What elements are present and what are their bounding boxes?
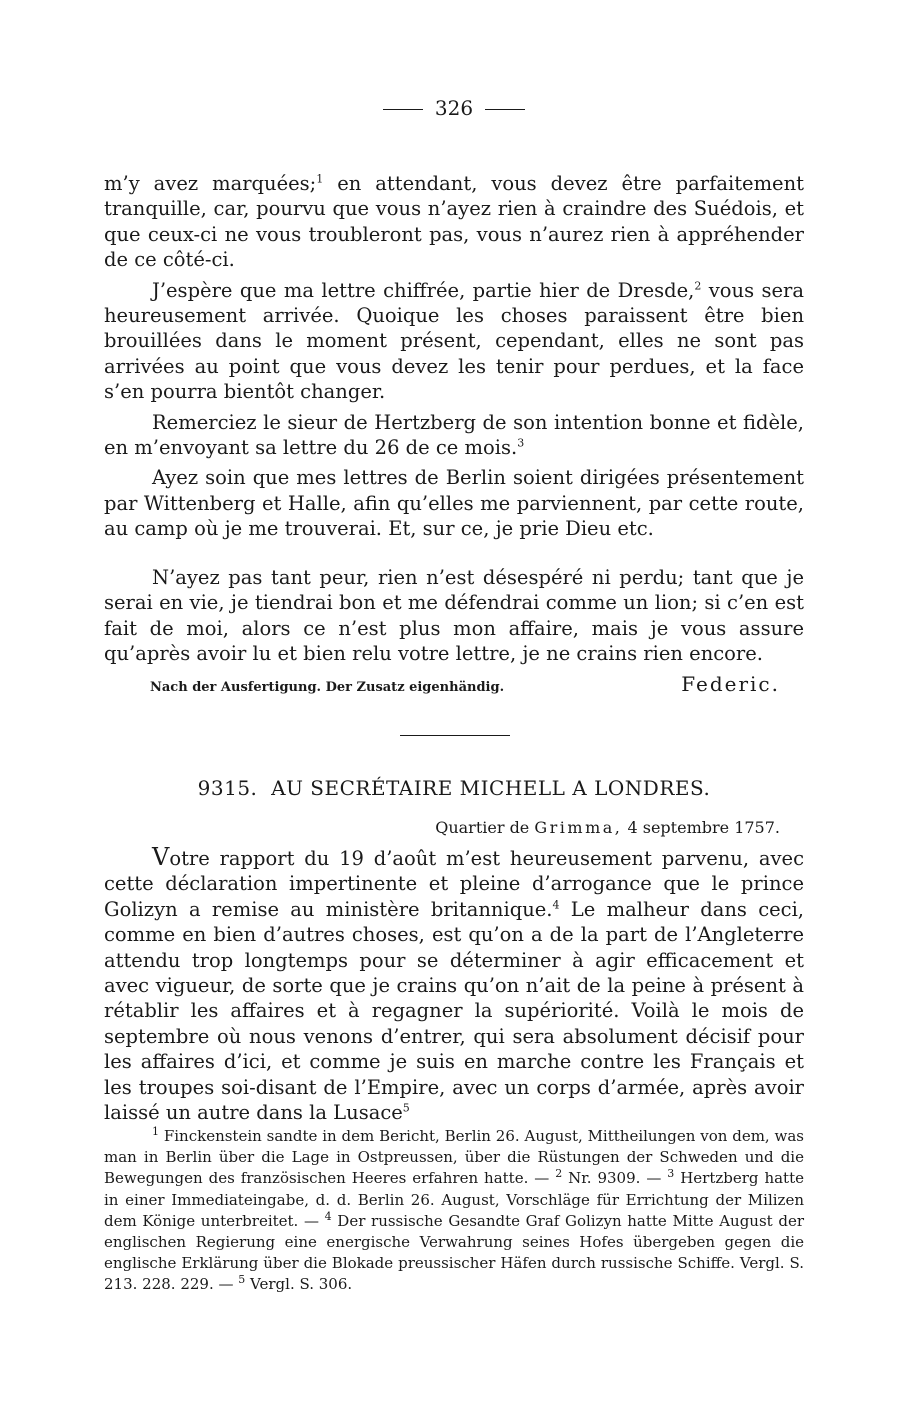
paragraph: J’espère que ma lettre chiffrée, partie hier de Dresde,$^2$ vous sera heureusement arrivée. Quoique les choses paraissent être bien brouillées dans le moment présent, cependant, elles ne sont pas arrivées au point que vous devez les tenir pour perdues, et la face s’en pourra bientôt changer. <box>104 278 804 404</box>
footnote-text: $^1$ Finckenstein sandte in dem Bericht, Berlin 26. August, Mittheilungen von dem, was man in Berlin über die Lage in Ostpreussen, über die Rüstungen der Schweden und die Bewegungen des französischen Heeres erfahren hatte. — $^2$ Nr. 9309. — $^3$ Hertzberg hatte in einer Immediateingabe, d. d. Berlin 26. August, Vorschläge für Errichtung der Milizen dem Könige unterbreitet. — $^4$ Der russische Gesandte Graf Golizyn hatte Mitte August der englischen Regierung eine energische Verwahrung seines Hofes übergeben gegen die englische Erklärung über die Blokade preussischer Häfen durch russische Schiffe. Vergl. S. 213. 228. 229. — $^5$ Vergl. S. 306. <box>104 1125 804 1294</box>
letter-paragraph <box>104 845 804 1125</box>
footnote-marker: 4 <box>552 898 560 912</box>
letter-text: otre rapport du 19 d’août m’est heureusement parvenu, avec cette déclaration impertinente et pleine d’arrogance que le prince Golizyn a remise au ministère britannique.$^4$ Le malheur dans ceci, comme en bien d’autres choses, est qu’on a de la part de l’Angleterre attendu trop longtemps pour se déterminer à agir efficacement et avec vigueur, de sorte que je crains qu’on n’ait de la peine à présent à rétablir les affaires et à regagner la supériorité. Voilà le mois de septembre où nous venons d’entrer, qui sera absolument décisif pour les affaires d’ici, et comme je suis en marche contre les Français et les troupes soi-disant de l’Empire, avec un corps d’armée, après avoir laissé un autre dans la Lusace$^5$ <box>104 847 805 1125</box>
footnote-marker: 1 <box>316 172 324 186</box>
footnote-marker: 3 <box>667 1167 675 1181</box>
letter-number: 9315. <box>197 776 258 800</box>
dateline <box>435 818 780 837</box>
postscript-block <box>104 565 804 667</box>
footnote-marker: 2 <box>555 1167 563 1181</box>
paragraph: Ayez soin que mes lettres de Berlin soient dirigées présentement par Wittenberg et Halle, afin qu’elles me parviennent, par cette route, au camp où je me trouverai. Et, sur ce, je prie Dieu etc. <box>104 466 804 541</box>
continuation-text <box>104 171 804 542</box>
paragraph: Remerciez le sieur de Hertzberg de son intention bonne et fidèle, en m’envoyant sa lettre du 26 de ce mois.$^3$ <box>104 410 804 460</box>
dateline-prefix: Quartier de <box>435 818 530 837</box>
dateline-date: 4 septembre 1757. <box>627 818 780 837</box>
footnotes <box>104 1126 804 1296</box>
footnote-marker: 4 <box>324 1209 332 1223</box>
page-number-dash-left <box>383 109 423 110</box>
footnote-marker: 2 <box>694 279 702 293</box>
letter-body <box>104 845 804 1125</box>
page-number-line <box>104 96 804 120</box>
page-number: 326 <box>434 96 474 120</box>
signature-row <box>104 670 804 700</box>
footnote-marker: 5 <box>238 1273 246 1287</box>
footnote-marker: 3 <box>517 436 525 450</box>
page-number-dash-right <box>485 109 525 110</box>
footnote-marker: 5 <box>402 1101 410 1115</box>
source-note: Nach der Ausfertigung. Der Zusatz eigenhändig. <box>150 680 505 695</box>
section-divider <box>400 735 510 736</box>
postscript: N’ayez pas tant peur, rien n’est désespéré ni perdu; tant que je serai en vie, je tiendrai bon et me défendrai comme un lion; si c’en est fait de moi, alors ce n’est plus mon affaire, mais je vous assure qu’après avoir lu et bien relu votre lettre, je ne crains rien encore. <box>104 566 804 666</box>
letter-heading <box>104 776 804 800</box>
first-letter: V <box>152 843 170 871</box>
footnote-marker: 1 <box>152 1125 159 1138</box>
dateline-place: Grimma, <box>534 818 623 837</box>
paragraph: m’y avez marquées;$^1$ en attendant, vous devez être parfaitement tranquille, car, pourvu que vous n’ayez rien à craindre des Suédois, et que ceux-ci ne vous troubleront pas, vous n’aurez rien à appréhender de ce côté-ci. <box>104 172 804 272</box>
letter-title: AU SECRÉTAIRE MICHELL A LONDRES. <box>271 776 711 800</box>
signature: Federic. <box>681 672 780 696</box>
